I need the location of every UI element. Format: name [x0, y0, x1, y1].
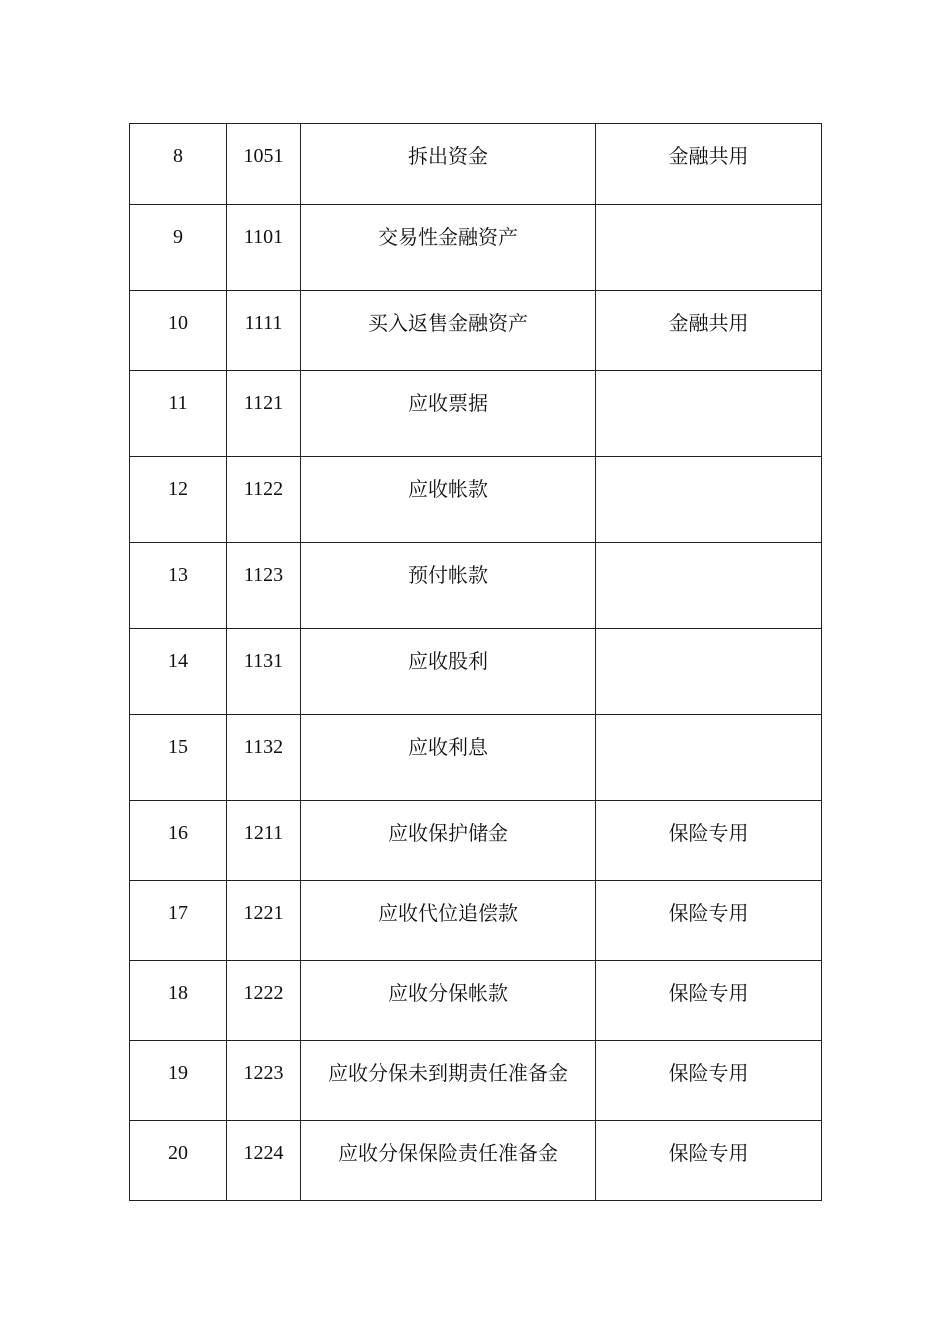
row-number: 9	[130, 205, 227, 291]
account-code: 1051	[227, 124, 301, 205]
account-code: 1131	[227, 629, 301, 715]
account-note	[596, 371, 822, 457]
account-note	[596, 715, 822, 801]
row-number: 19	[130, 1041, 227, 1121]
account-code: 1111	[227, 291, 301, 371]
account-name: 交易性金融资产	[301, 205, 596, 291]
row-number: 10	[130, 291, 227, 371]
account-note	[596, 629, 822, 715]
table-row	[130, 1121, 822, 1201]
row-number: 14	[130, 629, 227, 715]
account-code: 1101	[227, 205, 301, 291]
table-row	[130, 457, 822, 543]
row-number: 18	[130, 961, 227, 1041]
table-row	[130, 881, 822, 961]
account-name: 应收分保保险责任准备金	[301, 1121, 596, 1201]
account-name: 应收帐款	[301, 457, 596, 543]
account-code: 1222	[227, 961, 301, 1041]
account-name: 应收利息	[301, 715, 596, 801]
row-number: 17	[130, 881, 227, 961]
account-note: 保险专用	[596, 1041, 822, 1121]
table-row	[130, 961, 822, 1041]
account-note: 保险专用	[596, 881, 822, 961]
account-name: 应收分保帐款	[301, 961, 596, 1041]
table-row	[130, 801, 822, 881]
table-row	[130, 1041, 822, 1121]
account-code: 1224	[227, 1121, 301, 1201]
account-name: 买入返售金融资产	[301, 291, 596, 371]
account-code: 1123	[227, 543, 301, 629]
table-row	[130, 371, 822, 457]
account-name: 拆出资金	[301, 124, 596, 205]
account-note	[596, 543, 822, 629]
account-name: 应收保护储金	[301, 801, 596, 881]
row-number: 12	[130, 457, 227, 543]
table-row	[130, 205, 822, 291]
table-row	[130, 629, 822, 715]
table-row	[130, 291, 822, 371]
table-row	[130, 715, 822, 801]
account-name: 应收分保未到期责任准备金	[301, 1041, 596, 1121]
row-number: 13	[130, 543, 227, 629]
table-row	[130, 124, 822, 205]
account-note: 保险专用	[596, 801, 822, 881]
account-name: 应收票据	[301, 371, 596, 457]
account-code: 1132	[227, 715, 301, 801]
row-number: 20	[130, 1121, 227, 1201]
account-note: 保险专用	[596, 1121, 822, 1201]
account-note	[596, 457, 822, 543]
account-note: 金融共用	[596, 124, 822, 205]
account-code: 1221	[227, 881, 301, 961]
account-name: 应收股利	[301, 629, 596, 715]
account-name: 应收代位追偿款	[301, 881, 596, 961]
row-number: 15	[130, 715, 227, 801]
table-row	[130, 543, 822, 629]
account-note: 金融共用	[596, 291, 822, 371]
account-code: 1211	[227, 801, 301, 881]
account-code: 1122	[227, 457, 301, 543]
account-name: 预付帐款	[301, 543, 596, 629]
account-note	[596, 205, 822, 291]
accounts-table	[129, 123, 822, 1201]
row-number: 8	[130, 124, 227, 205]
account-note: 保险专用	[596, 961, 822, 1041]
row-number: 11	[130, 371, 227, 457]
account-code: 1223	[227, 1041, 301, 1121]
row-number: 16	[130, 801, 227, 881]
account-code: 1121	[227, 371, 301, 457]
